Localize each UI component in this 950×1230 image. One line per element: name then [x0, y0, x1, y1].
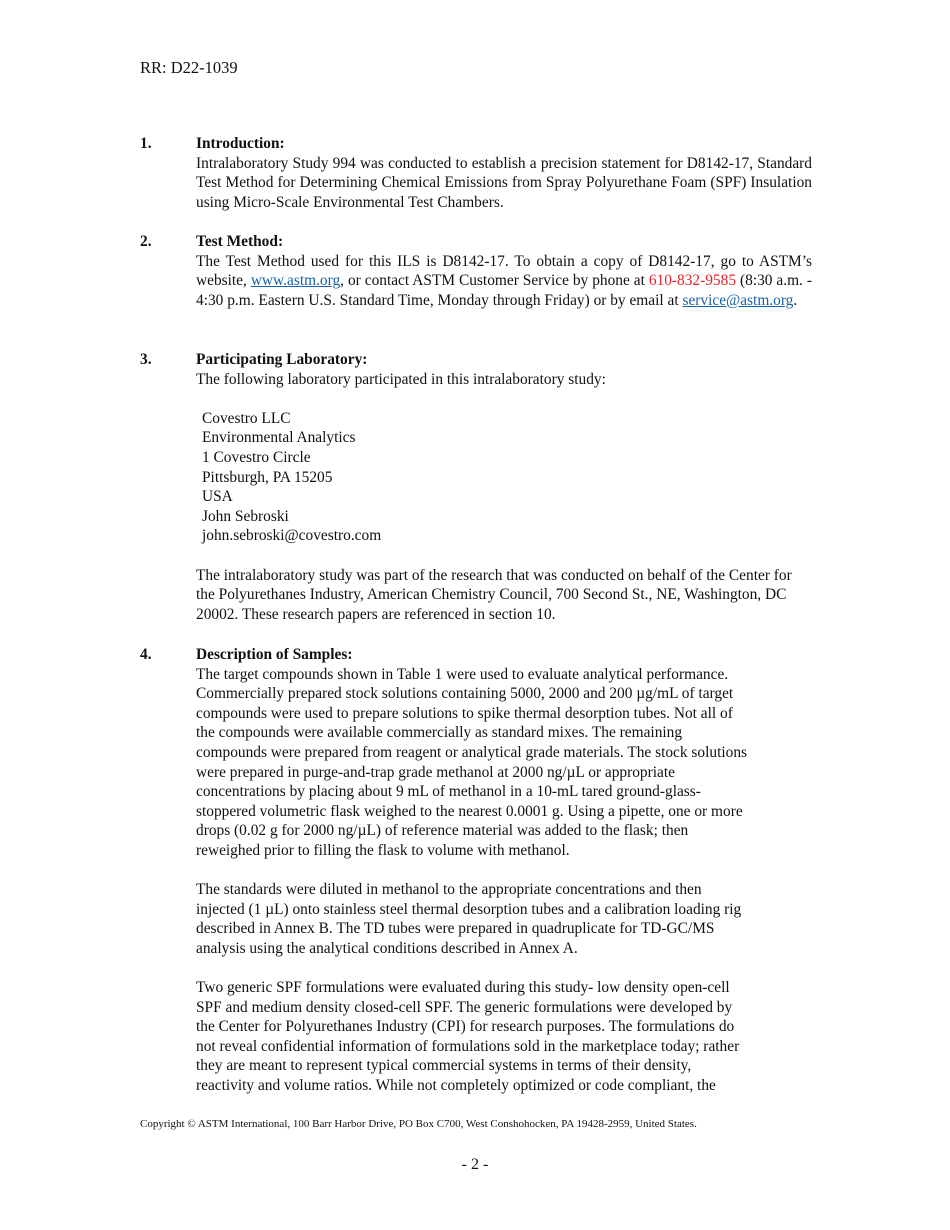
text-line: Two generic SPF formulations were evaluated during this study- low density open-cell [196, 979, 730, 997]
text-fragment: The Test Method used for this ILS is D8142-17. To obtain a copy of D8142-17, go to ASTM’s website, [196, 252, 812, 290]
text-line: they are meant to represent typical commercial systems in terms of their density, [196, 1057, 692, 1075]
text-fragment: . [793, 291, 798, 309]
copyright-footer: Copyright © ASTM International, 100 Barr Harbor Drive, PO Box C700, West Conshohocken, PA 19428-2959, United States. [140, 1118, 697, 1130]
company-name: Covestro LLC [202, 409, 291, 427]
lab-address [202, 409, 812, 546]
contact-name: John Sebroski [202, 507, 289, 525]
section-title: Description of Samples: [196, 646, 353, 663]
paragraph [196, 665, 812, 861]
text-line: SPF and medium density closed-cell SPF. The generic formulations were developed by [196, 998, 733, 1016]
text-line: compounds were used to prepare solutions to spike thermal desorption tubes. Not all of [196, 704, 733, 722]
text-line: not reveal confidential information of formulations sold in the marketplace today; rather [196, 1037, 740, 1055]
section-closing-text: The intralaboratory study was part of the research that was conducted on behalf of the Center for the Polyurethanes Industry, American Chemistry Council, 700 Second St., NE, Washington, DC 20002. These research papers are referenced in section 10. [196, 566, 792, 623]
section-test-method [140, 232, 812, 310]
phone-number: 610-832-9585 [648, 272, 737, 290]
section-description-of-samples [140, 645, 812, 1096]
text-line: stoppered volumetric flask weighed to the nearest 0.0001 g. Using a pipette, one or more [196, 802, 743, 820]
text-line: Commercially prepared stock solutions containing 5000, 2000 and 200 µg/mL of target [196, 685, 734, 703]
text-line: were prepared in purge-and-trap grade methanol at 2000 ng/µL or appropriate [196, 763, 675, 781]
text-line: drops (0.02 g for 2000 ng/µL) of reference material was added to the flask; then [196, 822, 689, 840]
section-introduction [140, 134, 812, 212]
astm-website-link[interactable]: www.astm.org [250, 272, 341, 290]
section-text: Intralaboratory Study 994 was conducted to establish a precision statement for D8142-17, Standard Test Method for Determining Chemical Emissions from Spray Polyurethane Foam (SPF) Insulation using Micro-Scale Environmental Test Chambers. [196, 154, 812, 211]
section-number: 4. [140, 646, 152, 663]
section-title: Test Method: [196, 233, 284, 250]
street-address: 1 Covestro Circle [202, 448, 311, 466]
contact-email: john.sebroski@covestro.com [202, 527, 382, 545]
section-number: 3. [140, 351, 152, 368]
text-line: described in Annex B. The TD tubes were prepared in quadruplicate for TD-GC/MS [196, 920, 715, 938]
paragraph [196, 880, 812, 958]
section-number: 1. [140, 135, 152, 152]
text-line: injected (1 µL) onto stainless steel thermal desorption tubes and a calibration loading rig [196, 900, 742, 918]
text-line: concentrations by placing about 9 mL of methanol in a 10-mL tared ground-glass- [196, 783, 701, 801]
paragraph [196, 978, 812, 1096]
text-line: the Center for Polyurethanes Industry (CPI) for research purposes. The formulations do [196, 1018, 735, 1036]
section-title: Introduction: [196, 135, 285, 152]
country: USA [202, 488, 233, 506]
text-line: The target compounds shown in Table 1 were used to evaluate analytical performance. [196, 665, 729, 683]
document-id: RR: D22-1039 [140, 58, 238, 77]
page-number: - 2 - [461, 1156, 489, 1173]
text-line: reweighed prior to filling the flask to volume with methanol. [196, 841, 570, 859]
service-email-link[interactable]: service@astm.org [682, 291, 794, 309]
city-state-zip: Pittsburgh, PA 15205 [202, 468, 333, 486]
text-fragment: , or contact ASTM Customer Service by phone at [340, 272, 649, 290]
section-intro: The following laboratory participated in this intralaboratory study: [196, 370, 606, 388]
text-line: reactivity and volume ratios. While not completely optimized or code compliant, the [196, 1077, 716, 1095]
text-line: The standards were diluted in methanol to the appropriate concentrations and then [196, 881, 702, 899]
text-line: analysis using the analytical conditions described in Annex A. [196, 939, 578, 957]
text-fragment: (8:30 a.m. - 4:30 p.m. Eastern U.S. Standard Time, Monday through Friday) or by email at [196, 272, 812, 309]
department: Environmental Analytics [202, 429, 356, 447]
text-line: compounds were prepared from reagent or analytical grade materials. The stock solutions [196, 743, 748, 761]
section-text [196, 252, 812, 311]
text-line: the compounds were available commercially as standard mixes. The remaining [196, 724, 683, 742]
section-participating-laboratory [140, 350, 812, 624]
section-number: 2. [140, 233, 152, 250]
section-title: Participating Laboratory: [196, 351, 368, 368]
